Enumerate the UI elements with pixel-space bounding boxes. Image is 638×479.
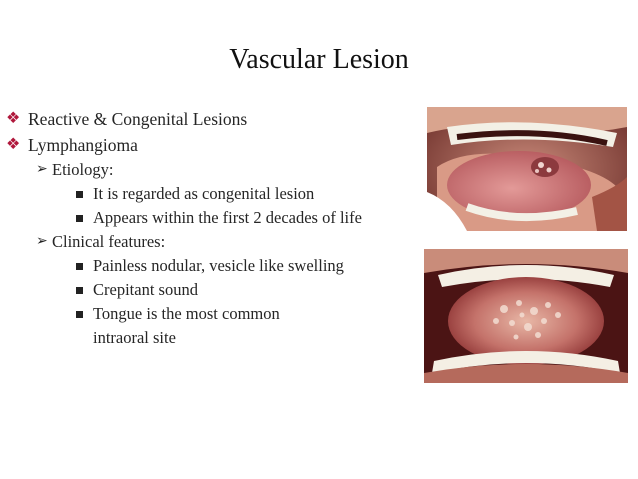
sub-sub-bullet-text: Tongue is the most common bbox=[93, 304, 280, 323]
sub-sub-bullet-text: Appears within the first 2 decades of life bbox=[93, 208, 362, 227]
bullet-list bbox=[6, 106, 426, 350]
sub-sub-bullet-text: It is regarded as congenital lesion bbox=[93, 184, 315, 203]
square-bullet-icon bbox=[76, 287, 83, 294]
square-bullet-icon bbox=[76, 311, 83, 318]
square-bullet-icon bbox=[76, 191, 83, 198]
sub-sub-bullet-item bbox=[6, 182, 426, 206]
sub-bullet-text: Etiology: bbox=[52, 160, 114, 179]
sub-bullet-item bbox=[6, 158, 426, 182]
slide-title: Vascular Lesion bbox=[229, 44, 409, 75]
square-bullet-icon bbox=[76, 263, 83, 270]
bullet-text: Reactive & Congenital Lesions bbox=[28, 109, 248, 129]
sub-bullet-item bbox=[6, 230, 426, 254]
arrow-bullet-icon: ➢ bbox=[36, 162, 48, 177]
tongue-nodular-photo bbox=[424, 249, 628, 383]
sub-sub-bullet-item bbox=[6, 206, 426, 230]
diamond-bullet-icon: ❖ bbox=[6, 110, 21, 127]
bullet-continuation: intraoral site bbox=[93, 328, 176, 347]
arrow-bullet-icon: ➢ bbox=[36, 234, 48, 249]
tongue-lesion-photo bbox=[427, 107, 627, 231]
sub-sub-bullet-text: Painless nodular, vesicle like swelling bbox=[93, 256, 344, 275]
bullet-item bbox=[6, 132, 426, 158]
diamond-bullet-icon: ❖ bbox=[6, 136, 21, 153]
bullet-item bbox=[6, 106, 426, 132]
bullet-text: Lymphangioma bbox=[28, 135, 138, 155]
sub-sub-bullet-item bbox=[6, 302, 426, 326]
sub-sub-bullet-text: Crepitant sound bbox=[93, 280, 198, 299]
square-bullet-icon bbox=[76, 215, 83, 222]
sub-bullet-text: Clinical features: bbox=[52, 232, 166, 251]
sub-sub-bullet-item bbox=[6, 254, 426, 278]
sub-sub-bullet-item bbox=[6, 278, 426, 302]
